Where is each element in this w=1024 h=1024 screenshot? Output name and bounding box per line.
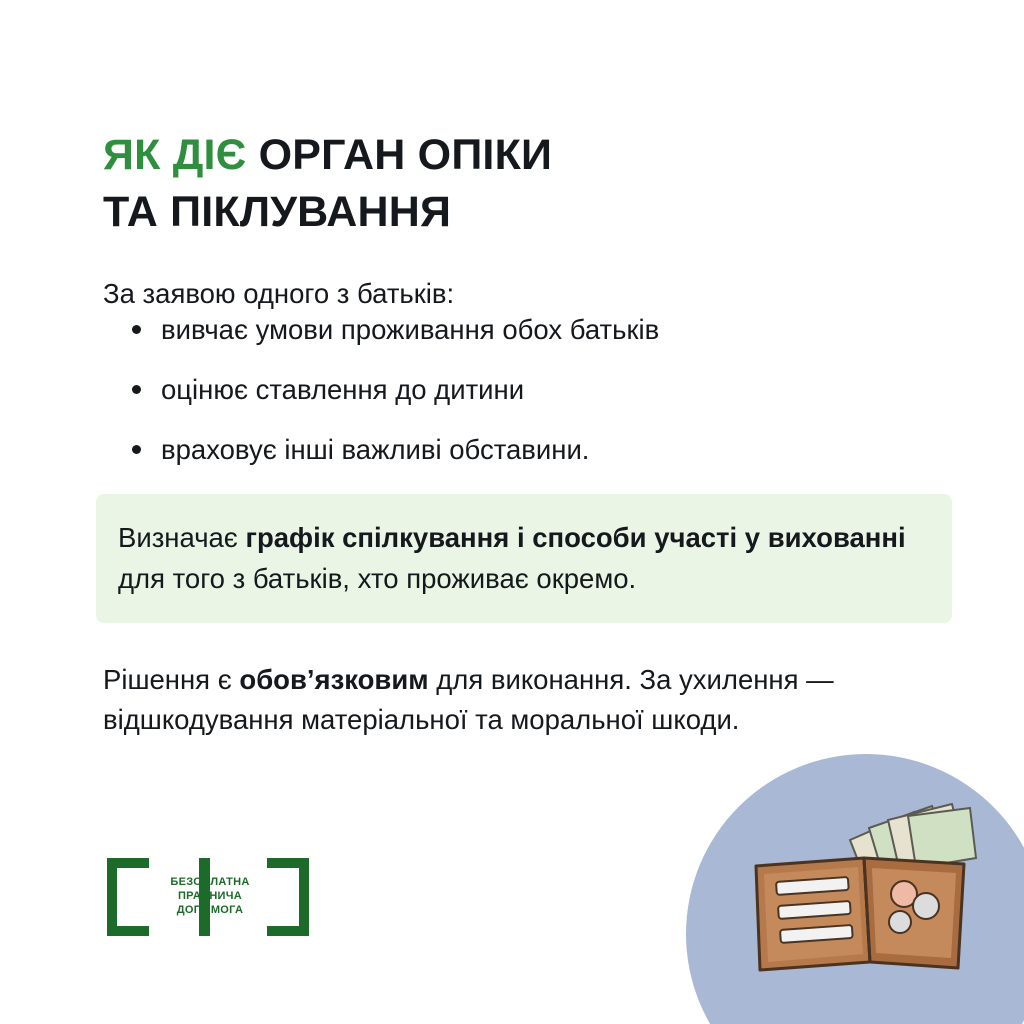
- conditions-list: [125, 312, 955, 491]
- bullet-dot-icon: [132, 385, 141, 394]
- highlight-text-after: для того з батьків, хто проживає окремо.: [118, 562, 637, 594]
- logo-text-line-1: БЕЗОПЛАТНА: [170, 876, 250, 888]
- list-item: [125, 372, 955, 408]
- title-line-1: [103, 127, 933, 184]
- title-accent: ЯК ДІЄ: [103, 130, 247, 179]
- bullet-dot-icon: [132, 445, 141, 454]
- list-item-label: вивчає умови проживання обох батьків: [161, 314, 660, 345]
- footnote-bold: обов’язковим: [239, 663, 429, 695]
- page-title: [103, 127, 933, 241]
- logo-text: [155, 876, 265, 917]
- highlight-callout: [96, 494, 952, 623]
- logo-text-line-2: ПРАВНИЧА: [177, 889, 243, 902]
- list-item-label: враховує інші важливі обставини.: [161, 433, 590, 465]
- logo-text-line-3: ДОПОМОГА: [176, 903, 244, 916]
- footnote-before: Рішення є: [103, 663, 240, 695]
- footnote-text: [103, 660, 983, 741]
- wallet-illustration: [664, 754, 1024, 1024]
- list-item-label: оцінює ставлення до дитини: [161, 373, 525, 405]
- footnote-after: для виконання. За ухилення — відшкодування матеріальної та моральної шкоди.: [103, 663, 834, 736]
- list-item: [125, 432, 955, 468]
- intro-text: За заявою одного з батьків:: [103, 277, 455, 309]
- list-item: [125, 312, 955, 348]
- title-line-1-rest: ОРГАН ОПІКИ: [246, 130, 553, 179]
- highlight-text-before: Визначає: [118, 522, 246, 553]
- highlight-text-bold: графік спілкування і способи участі у вихованні: [245, 522, 906, 553]
- bullet-dot-icon: [132, 325, 141, 334]
- wallet-icon: [664, 754, 1024, 1024]
- title-line-2: ТА ПІКЛУВАННЯ: [103, 187, 452, 236]
- logo: [103, 854, 313, 940]
